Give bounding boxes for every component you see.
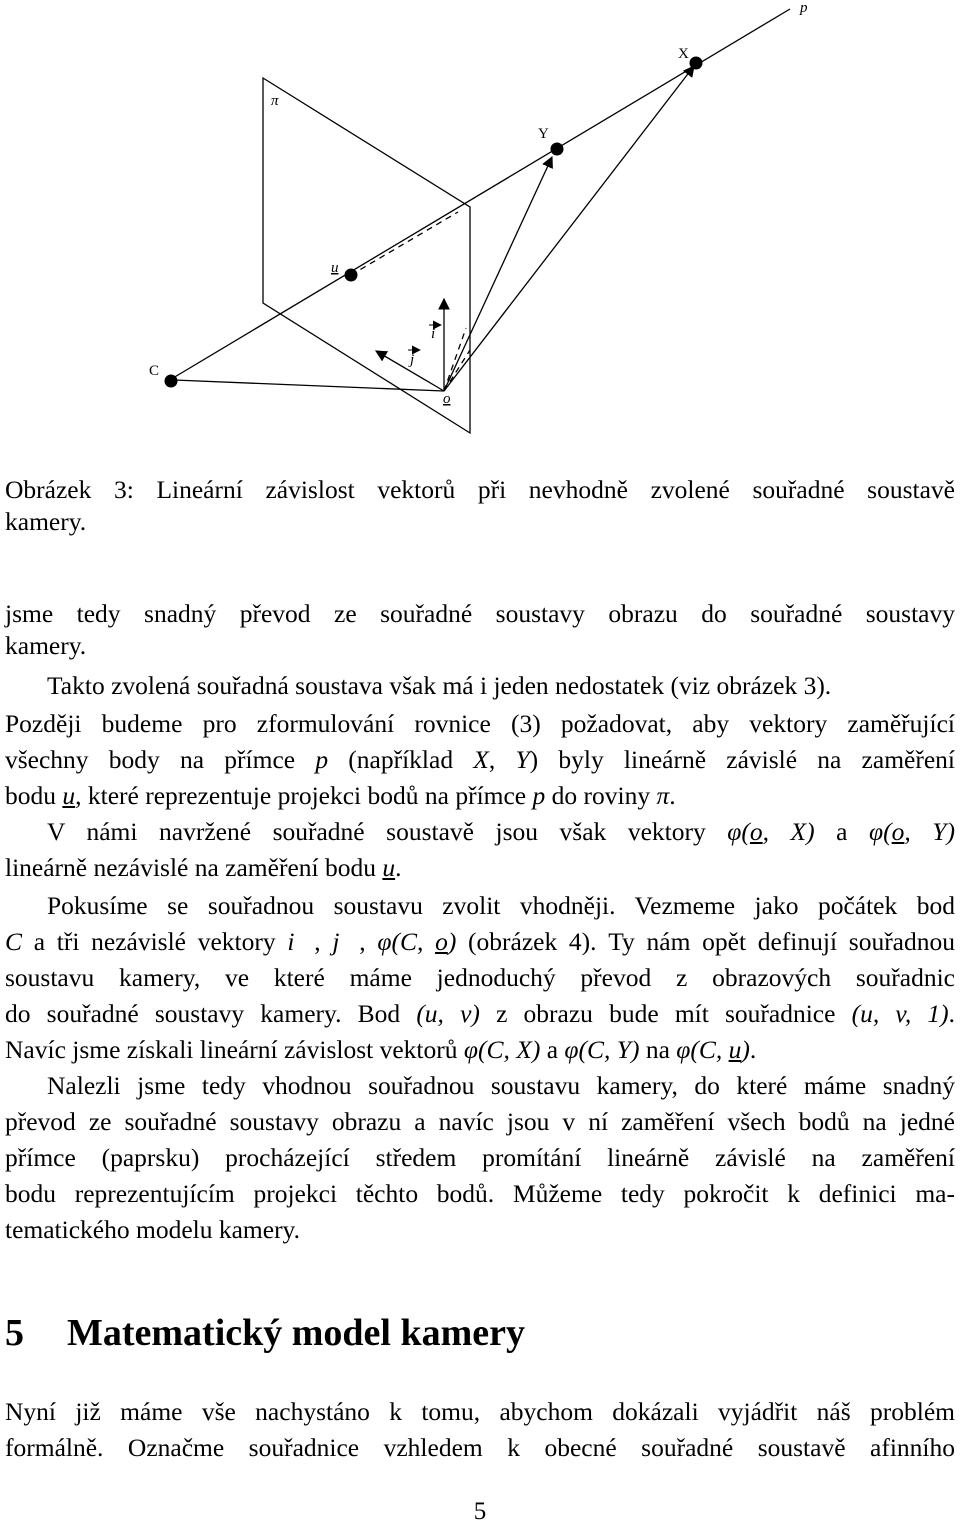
label-x: X <box>678 46 689 62</box>
paragraph-line: C a tři nezávislé vektory i⃗, j⃗, φ(C, o) (obrázek 4). Ty nám opět definují souřadnou <box>5 927 956 956</box>
vector-c-o <box>174 380 444 391</box>
paragraph-line: formálně. Označme souřadnice vzhledem k obecné souřadné soustavě afinního <box>5 1433 955 1462</box>
ray-u-dashed <box>351 212 458 275</box>
label-u: u <box>331 260 339 276</box>
point-u <box>345 269 358 282</box>
paragraph-line: přímce (paprsku) procházející středem promítání lineárně závislé na zaměření <box>5 1143 955 1172</box>
paragraph-line: Nalezli jsme tedy vhodnou souřadnou soustavu kamery, do které máme snadný <box>47 1071 955 1100</box>
vector-o-x <box>444 66 694 391</box>
paragraph-line: tematického modelu kamery. <box>5 1215 301 1244</box>
paragraph-line: kamery. <box>5 631 87 660</box>
point-y <box>551 143 564 156</box>
paragraph-line: lineárně nezávislé na zaměření bodu u. <box>5 853 402 882</box>
paragraph-line: bodu reprezentujícím projekci těchto bodů. Můžeme tedy pokročit k definici ma- <box>5 1179 955 1208</box>
label-c: C <box>149 363 160 379</box>
paragraph-line: Pokusíme se souřadnou soustavu zvolit vhodněji. Vezmeme jako počátek bod <box>47 891 955 920</box>
section-number: 5 <box>5 1312 24 1354</box>
paragraph-line: bodu u, které reprezentuje projekci bodů na přímce p do roviny π. <box>5 781 676 810</box>
paragraph-line: všechny body na přímce p (například X, Y) byly lineárně závislé na zaměření <box>5 745 955 774</box>
figure-camera-diagram <box>0 0 960 460</box>
paragraph-line: V námi navržené souřadné soustavě jsou však vektory φ(o, X) a φ(o, Y) <box>47 817 955 846</box>
label-y: Y <box>538 126 549 142</box>
label-i: i <box>431 326 436 342</box>
paragraph-line: převod ze souřadné soustavy obrazu a navíc jsou v ní zaměření všech bodů na jedné <box>5 1107 955 1136</box>
paragraph-line: jsme tedy snadný převod ze souřadné soustavy obrazu do souřadné soustavy <box>5 599 955 628</box>
point-c <box>165 375 178 388</box>
paragraph-line: soustavu kamery, ve které máme jednoduchý převod z obrazových souřadnic <box>5 963 955 992</box>
figure-caption-line-2: kamery. <box>5 507 87 536</box>
page-number: 5 <box>473 1498 487 1525</box>
paragraph-line: Navíc jsme získali lineární závislost vektorů φ(C, X) a φ(C, Y) na φ(C, u). <box>5 1035 757 1064</box>
ray-x-dashed <box>444 350 470 391</box>
section-heading <box>5 1308 525 1358</box>
section-title: Matematický model kamery <box>67 1312 525 1354</box>
label-o: o <box>443 391 451 407</box>
paragraph-line: Později budeme pro zformulování rovnice (3) požadovat, aby vektory zaměřující <box>5 709 955 738</box>
label-pi: π <box>271 93 279 109</box>
ray-y-dashed <box>444 328 466 391</box>
paragraph-line: Takto zvolená souřadná soustava však má i jeden nedostatek (viz obrázek 3). <box>47 671 832 700</box>
vector-o-y <box>444 157 552 391</box>
figure-caption-line-1: Obrázek 3: Lineární závislost vektorů při nevhodně zvolené souřadné soustavě <box>5 475 955 504</box>
label-p: p <box>800 0 808 16</box>
plane-pi <box>263 78 470 433</box>
point-x <box>690 57 703 70</box>
label-j: j <box>410 352 415 368</box>
paragraph-line: do souřadné soustavy kamery. Bod (u, v) z obrazu bude mít souřadnice (u, v, 1). <box>5 999 955 1028</box>
paragraph-line: Nyní již máme vše nachystáno k tomu, abychom dokázali vyjádřit náš problém <box>5 1397 955 1426</box>
